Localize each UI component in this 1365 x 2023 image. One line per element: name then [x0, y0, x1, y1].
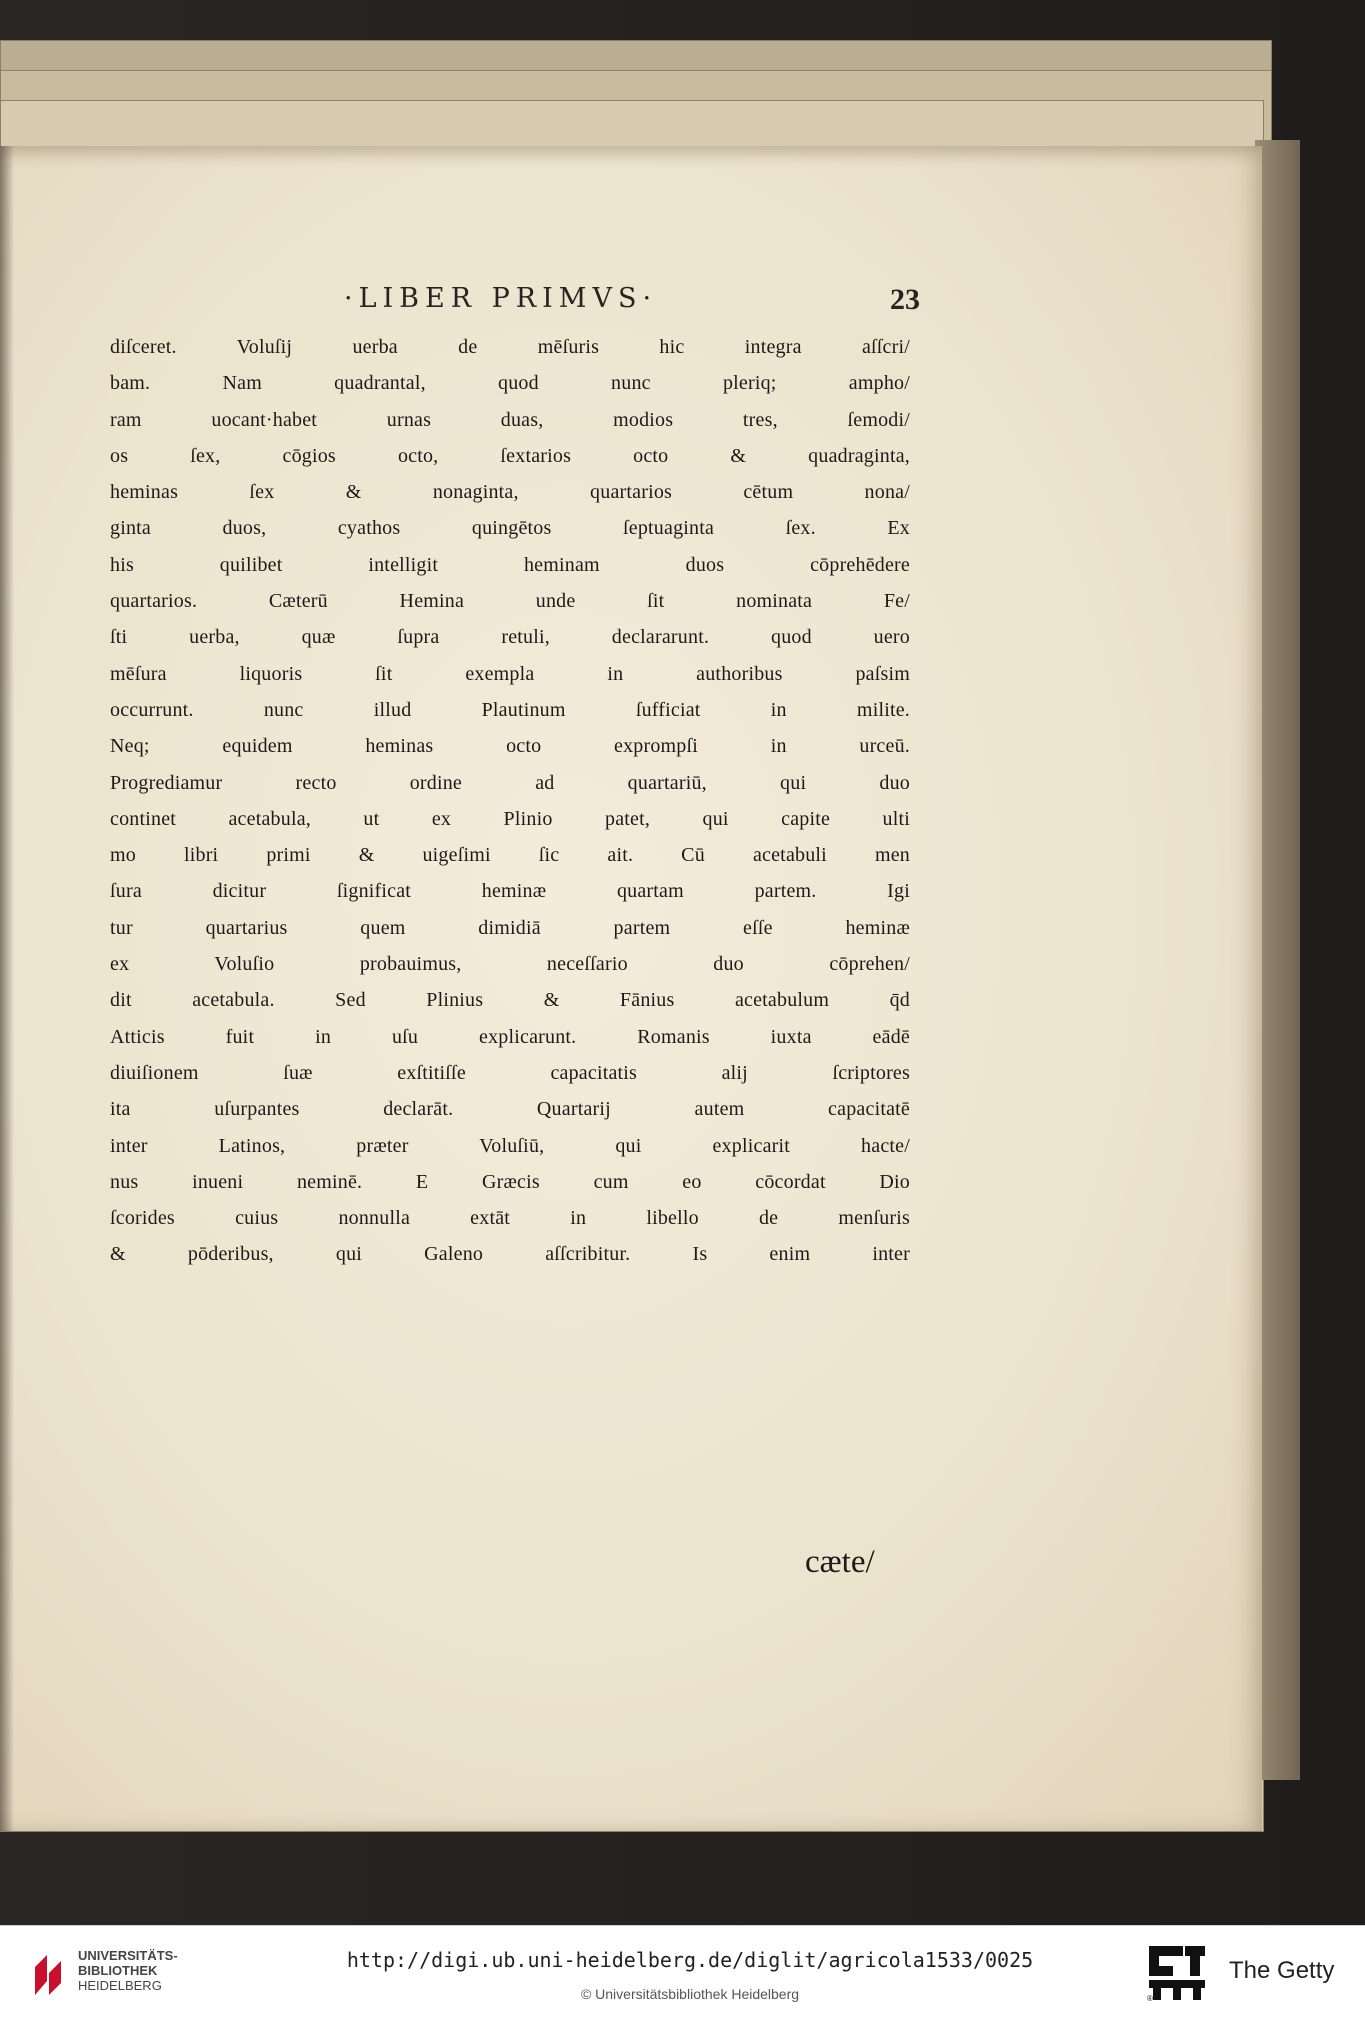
- text-line: ram uocant·habet urnas duas, modios tres, ſemodi/: [110, 408, 910, 431]
- partner-name: The Getty: [1229, 1957, 1335, 1984]
- ub-heidelberg-logo-icon: [33, 1951, 63, 1997]
- text-line: heminas ſex & nonaginta, quartarios cētum nona/: [110, 481, 910, 504]
- catchword: cæte/: [805, 1544, 875, 1580]
- text-line: tur quartarius quem dimidiā partem eſſe heminæ: [110, 916, 910, 939]
- text-line: his quilibet intelligit heminam duos cōprehēdere: [110, 553, 910, 576]
- getty-logo-icon: [1147, 1944, 1207, 2002]
- text-line: ita uſurpantes declarāt. Quartarij autem capacitatē: [110, 1098, 910, 1121]
- text-line: occurrunt. nunc illud Plautinum ſufficiat in milite.: [110, 698, 910, 721]
- text-line: mēſura liquoris ſit exempla in authoribus paſsim: [110, 662, 910, 685]
- text-line: ginta duos, cyathos quingētos ſeptuaginta ſex. Ex: [110, 517, 910, 540]
- text-line: diſceret. Voluſij uerba de mēſuris hic integra aſſcri/: [110, 336, 910, 358]
- text-line: diuiſionem ſuæ exſtitiſſe capacitatis alij ſcriptores: [110, 1061, 910, 1084]
- text-line: nus inueni neminē. E Græcis cum eo cōcordat Dio: [110, 1170, 910, 1193]
- institution-line-3: HEIDELBERG: [78, 1978, 162, 1993]
- institution-name: [78, 1948, 178, 1993]
- text-line: ex Voluſio probauimus, neceſſario duo cōprehen/: [110, 953, 910, 976]
- text-line: mo libri primi & uigeſimi ſic ait. Cū acetabuli men: [110, 844, 910, 867]
- text-line: Neq; equidem heminas octo exprompſi in urceū.: [110, 735, 910, 758]
- text-line: & pōderibus, qui Galeno aſſcribitur. Is enim inter: [110, 1243, 910, 1266]
- text-line: Progrediamur recto ordine ad quartariū, qui duo: [110, 771, 910, 794]
- copyright-notice: © Universitätsbibliothek Heidelberg: [580, 1986, 800, 2002]
- text-line: continet acetabula, ut ex Plinio patet, qui capite ulti: [110, 807, 910, 830]
- text-line: ſti uerba, quæ ſupra retuli, declararunt. quod uero: [110, 626, 910, 649]
- text-line: dit acetabula. Sed Plinius & Fānius acetabulum q̄d: [110, 989, 910, 1012]
- page-number: 23: [890, 283, 920, 316]
- text-line: ſura dicitur ſignificat heminæ quartam partem. Igi: [110, 880, 910, 903]
- book-page: [0, 146, 1262, 1831]
- institution-line-2: BIBLIOTHEK: [78, 1963, 158, 1978]
- text-line: quartarios. Cæterū Hemina unde ſit nominata Fe/: [110, 590, 910, 613]
- text-line: os ſex, cōgios octo, ſextarios octo & quadraginta,: [110, 444, 910, 467]
- text-line: ſcorides cuius nonnulla extāt in libello de menſuris: [110, 1207, 910, 1230]
- registered-mark: ®: [1147, 1994, 1153, 2002]
- text-line: inter Latinos, præter Voluſiū, qui explicarit hacte/: [110, 1134, 910, 1157]
- permalink-url[interactable]: http://digi.ub.uni-heidelberg.de/diglit/agricola1533/0025: [346, 1948, 1034, 1972]
- institution-line-1: UNIVERSITÄTS-: [78, 1948, 178, 1963]
- running-head: ·LIBER PRIMVS·: [344, 283, 658, 314]
- text-line: bam. Nam quadrantal, quod nunc pleriq; ampho/: [110, 372, 910, 395]
- gutter-shadow: [0, 146, 14, 1831]
- body-text: [110, 329, 910, 1273]
- text-line: Atticis fuit in uſu explicarunt. Romanis iuxta eādē: [110, 1025, 910, 1048]
- footer-bar: [0, 1925, 1365, 2023]
